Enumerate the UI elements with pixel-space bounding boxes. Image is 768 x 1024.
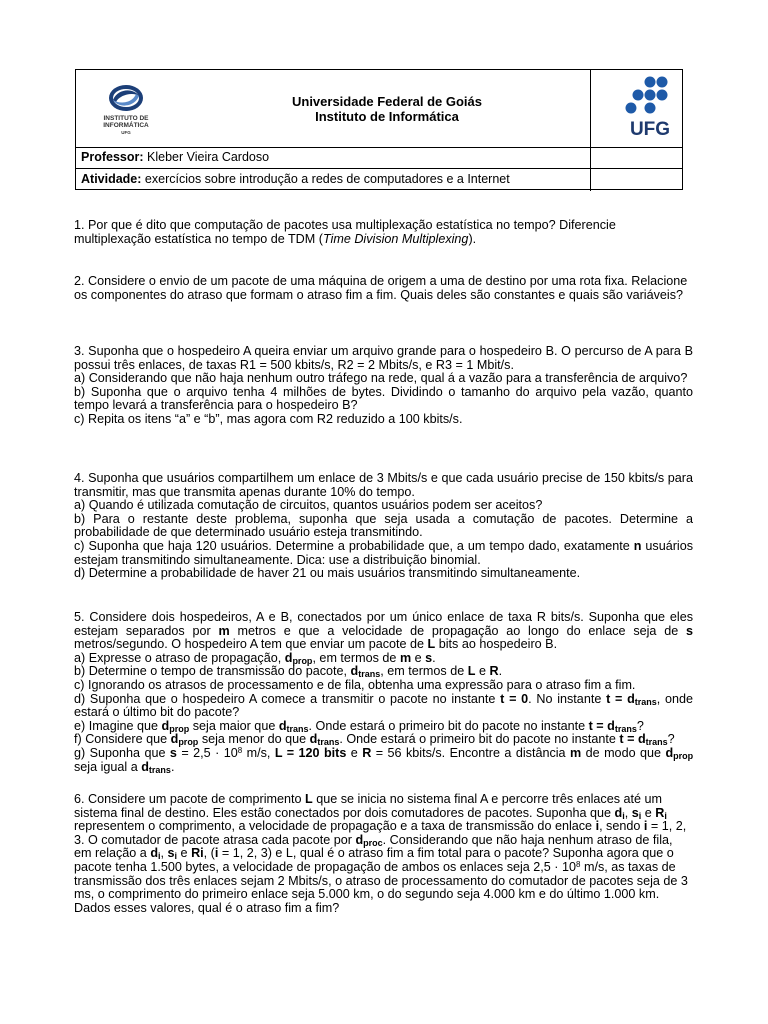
q5-g: g) Suponha que $s = 2,5 \cdot 10^8$ m/s, L = 120 bits e R = 56 kbits/s. Encontre a distância m de modo que $d_{prop}$ seja igual a $d_{trans}$. — [74, 745, 694, 775]
professor-name: Kleber Vieira Cardoso — [147, 150, 270, 164]
table-divider — [590, 70, 591, 191]
logo-line-3: UFG — [121, 130, 131, 135]
question-1: 1. Por que é dito que computação de pacotes usa multiplexação estatística no tempo? Diferencie multiplexação estatística no tempo de TDM (Time Division Multiplexing). — [74, 218, 616, 246]
institute-name: Instituto de Informática — [315, 109, 459, 124]
q4-c: c) Suponha que haja 120 usuários. Determine a probabilidade que, a um tempo dado, exatamente n usuários estejam transmitindo simultaneamente. Dica: use a distribuição binomial. — [74, 538, 694, 567]
q3-a: a) Considerando que não haja nenhum outro tráfego na rede, qual á a vazão para a transferência de arquivo? — [74, 371, 688, 386]
q5-d: d) Suponha que o hospedeiro A comece a transmitir o pacote no instante t = 0. No instante $t = d_{trans}$, onde estará o último bit do pacote? — [74, 691, 694, 720]
table-divider — [76, 147, 682, 148]
q5-b: b) Determine o tempo de transmissão do pacote, $d_{trans}$, em termos de L e R. — [74, 664, 503, 680]
q5-intro: 5. Considere dois hospedeiros, A e B, conectados por um único enlace de taxa R bits/s. Suponha que eles estejam separados por m metros e que a velocidade de propagação ao longo do enlace seja de s metros/segundo. O hospedeiro A tem que enviar um pacote de L bits ao hospedeiro B. — [74, 610, 694, 652]
q5-a: a) Expresse o atraso de propagação, $d_{prop}$, em termos de m e s. — [74, 650, 436, 666]
q5-e: e) Imagine que $d_{prop}$ seja maior que $d_{trans}$. Onde estará o primeiro bit do pacote no instante $t = d_{trans}$? — [74, 718, 644, 734]
table-divider — [76, 168, 682, 169]
q4-b: b) Para o restante deste problema, suponha que seja usada a comutação de pacotes. Determine a probabilidade de que determinado usuário esteja transmitindo. — [74, 511, 693, 540]
q5-c: c) Ignorando os atrasos de processamento e de fila, obtenha uma expressão para o atraso fim a fim. — [74, 677, 636, 692]
professor-row — [81, 150, 269, 164]
activity-text: exercícios sobre introdução a redes de computadores e a Internet — [144, 172, 510, 186]
question-2: 2. Considere o envio de um pacote de uma máquina de origem a uma de destino por uma rota fixa. Relacione os componentes do atraso que formam o atraso fim a fim. Quais deles são constantes e quais são variáveis? — [74, 274, 688, 302]
q3-b: b) Suponha que o arquivo tenha 4 milhões de bytes. Dividindo o tamanho do arquivo pela vazão, quanto tempo levará a transferência para o hospedeiro B? — [74, 384, 693, 413]
q5-f: f) Considere que $d_{prop}$ seja menor do que $d_{trans}$. Onde estará o primeiro bit do pacote no instante $t = d_{trans}$? — [74, 732, 675, 748]
ufg-logo — [625, 75, 675, 145]
header-table — [75, 69, 683, 190]
q3-intro: 3. Suponha que o hospedeiro A queira enviar um arquivo grande para o hospedeiro B. O percurso de A para B possui três enlaces, de taxas R1 = 500 kbits/s, R2 = 2 Mbits/s, e R3 = 1 Mbit/s. — [74, 344, 693, 372]
instituto-informatica-logo — [92, 82, 160, 142]
activity-label: Atividade: — [81, 172, 142, 186]
activity-row — [81, 172, 510, 186]
q3-c: c) Repita os itens “a” e “b”, mas agora com R2 reduzido a 100 kbits/s. — [74, 411, 463, 426]
q4-intro: 4. Suponha que usuários compartilhem um enlace de 3 Mbits/s e que cada usuário precise de 150 kbits/s para transmitir, mas que transmita apenas durante 10% do tempo. — [74, 471, 693, 499]
q4-d: d) Determine a probabilidade de haver 21 ou mais usuários transmitindo simultaneamente. — [74, 566, 581, 581]
question-3 — [74, 345, 693, 427]
logo-line-1: INSTITUTO DE — [103, 115, 149, 122]
q4-a: a) Quando é utilizada comutação de circuitos, quantos usuários podem ser aceitos? — [74, 498, 543, 513]
question-6: 6. Considere um pacote de comprimento L que se inicia no sistema final A e percorre três enlaces até um sistema final de destino. Eles estão conectados por dois comutadores de pacotes. Suponha que $d_i$, $s_i$ e $R_i$ representem o comprimento, a velocidade de propagação e a taxa de transmissão do enlace i, sendo i = 1, 2, 3. O comutador de pacote atrasa cada pacote por $d_{proc}$. Considerando que não haja nenhum atraso de fila, em relação a $d_i$, $s_i$ e Ri, (i = 1, 2, 3) e L, qual é o atraso fim a fim total para o pacote? Suponha agora que o pacote tenha 1.500 bytes, a velocidade de propagação de ambos os enlaces seja $2,5 \cdot 10^8$ m/s, as taxas de transmissão dos três enlaces sejam 2 Mbits/s, o atraso de processamento do comutador de pacotes seja de 3 ms, o comprimento do primeiro enlace seja 5.000 km, o do segundo seja 4.000 km e do último 1.000 km. Dados esses valores, qual é o atraso fim a fim? — [74, 792, 688, 915]
professor-label: Professor: — [81, 150, 144, 164]
logo-line-2: INFORMÁTICA — [103, 122, 149, 129]
question-5 — [74, 611, 693, 774]
ufg-hexagon-icon — [625, 75, 675, 119]
ufg-logo-text: UFG — [629, 119, 671, 140]
university-name: Universidade Federal de Goiás — [291, 94, 483, 109]
question-4 — [74, 472, 693, 581]
